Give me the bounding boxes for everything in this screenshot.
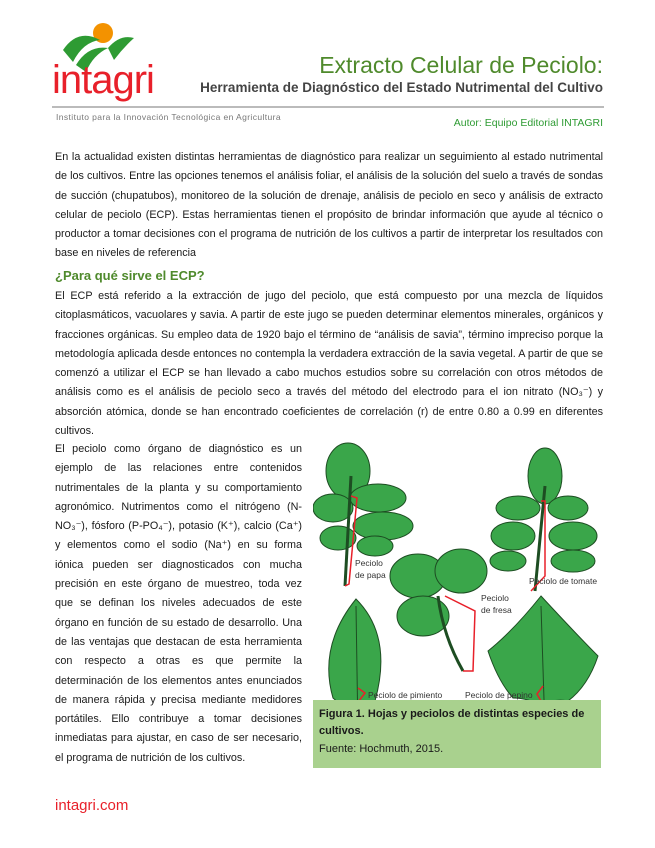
label-pimiento: Peciolo de pimiento — [368, 690, 443, 700]
column-paragraph: El peciolo como órgano de diagnóstico es un ejemplo de las relaciones entre contenidos nutrimentales de la planta y su comportamiento agronómico. Nutrimentos como el nitrógeno (N-NO₃⁻), fósforo (P-PO₄⁻), potasio (K⁺), calcio (Ca⁺) y elementos como el sodio (Na⁺) en su forma iónica pueden ser diagnosticados con mucha precisión en este órgano de muestreo, toda vez que se definan los niveles adecuados de este órgano en función de su estado de desarrollo. Una de las ventajas que destacan de esta herramienta con respecto a otras es que permite la determinación de los elementos antes enunciados de manera rápida y precisa mediante medidores portátiles. Ello contribuye a tomar decisiones inmediatas para ajustar, en caso de ser necesario, el programa de nutrición de los cultivos. — [55, 443, 302, 764]
logo-text: intagri — [52, 58, 154, 102]
footer-site-link[interactable]: intagri.com — [55, 797, 129, 814]
page-subtitle: Herramienta de Diagnóstico del Estado Nutrimental del Cultivo — [200, 80, 603, 95]
label-papa-2: de papa — [355, 570, 386, 580]
label-fresa-2: de fresa — [481, 605, 512, 615]
author-line: Autor: Equipo Editorial INTAGRI — [453, 117, 603, 129]
intro-paragraph: En la actualidad existen distintas herramientas de diagnóstico para realizar un seguimiento al estado nutrimental de los cultivos. Entre las opciones tenemos el análisis foliar, el análisis de la solución del suelo a través de sondas de succión (chupatubos), monitoreo de la solución de drenaje, análisis de peciolo en seco y análisis de extracto celular de peciolo (ECP). Estas herramientas tienen el propósito de brindar información que ayude al técnico o productor a tomar decisiones con el programa de nutrición de los cultivos a partir de interpretar los resultados con base en niveles de referencia — [55, 151, 603, 260]
label-tomate: Peciolo de tomate — [529, 576, 598, 586]
caption-title: Figura 1. Hojas y peciolos de distintas especies de cultivos. — [319, 708, 585, 737]
institute-tagline: Instituto para la Innovación Tecnológica en Agricultura — [56, 112, 282, 122]
header-divider — [52, 106, 604, 108]
caption-source: Fuente: Hochmuth, 2015. — [319, 743, 444, 755]
tomato-leaf-icon — [490, 448, 597, 591]
section-heading: ¿Para qué sirve el ECP? — [55, 268, 205, 283]
page-title: Extracto Celular de Peciolo: — [319, 52, 603, 78]
figure-caption — [313, 700, 601, 768]
label-fresa-1: Peciolo — [481, 593, 509, 603]
section-paragraph: El ECP está referido a la extracción de jugo del peciolo, que está compuesto por una mezcla de líquidos citoplasmáticos, vacuolares y savia. A partir de este jugo se pueden determinar elementos minerales, orgánicos y fracciones orgánicas. Su empleo data de 1920 bajo el término de “análisis de savia”, término impreciso porque la metodología aplicada desde entonces no contempla la verdadera extracción de la savia vegetal. A partir de que se comenzó a utilizar el ECP se han llevado a cabo muchos estudios sobre su correlación con otros métodos de análisis como es el análisis de peciolo seco a través del método del electrodo para el ion nitrato (NO₃⁻) y absorción atómica, donde se han encontrado coeficientes de correlación (r) de entre 0.80 a 0.99 en diferentes cultivos. — [55, 290, 603, 438]
label-papa-1: Peciolo — [355, 558, 383, 568]
label-pepino: Peciolo de pepino — [465, 690, 533, 700]
